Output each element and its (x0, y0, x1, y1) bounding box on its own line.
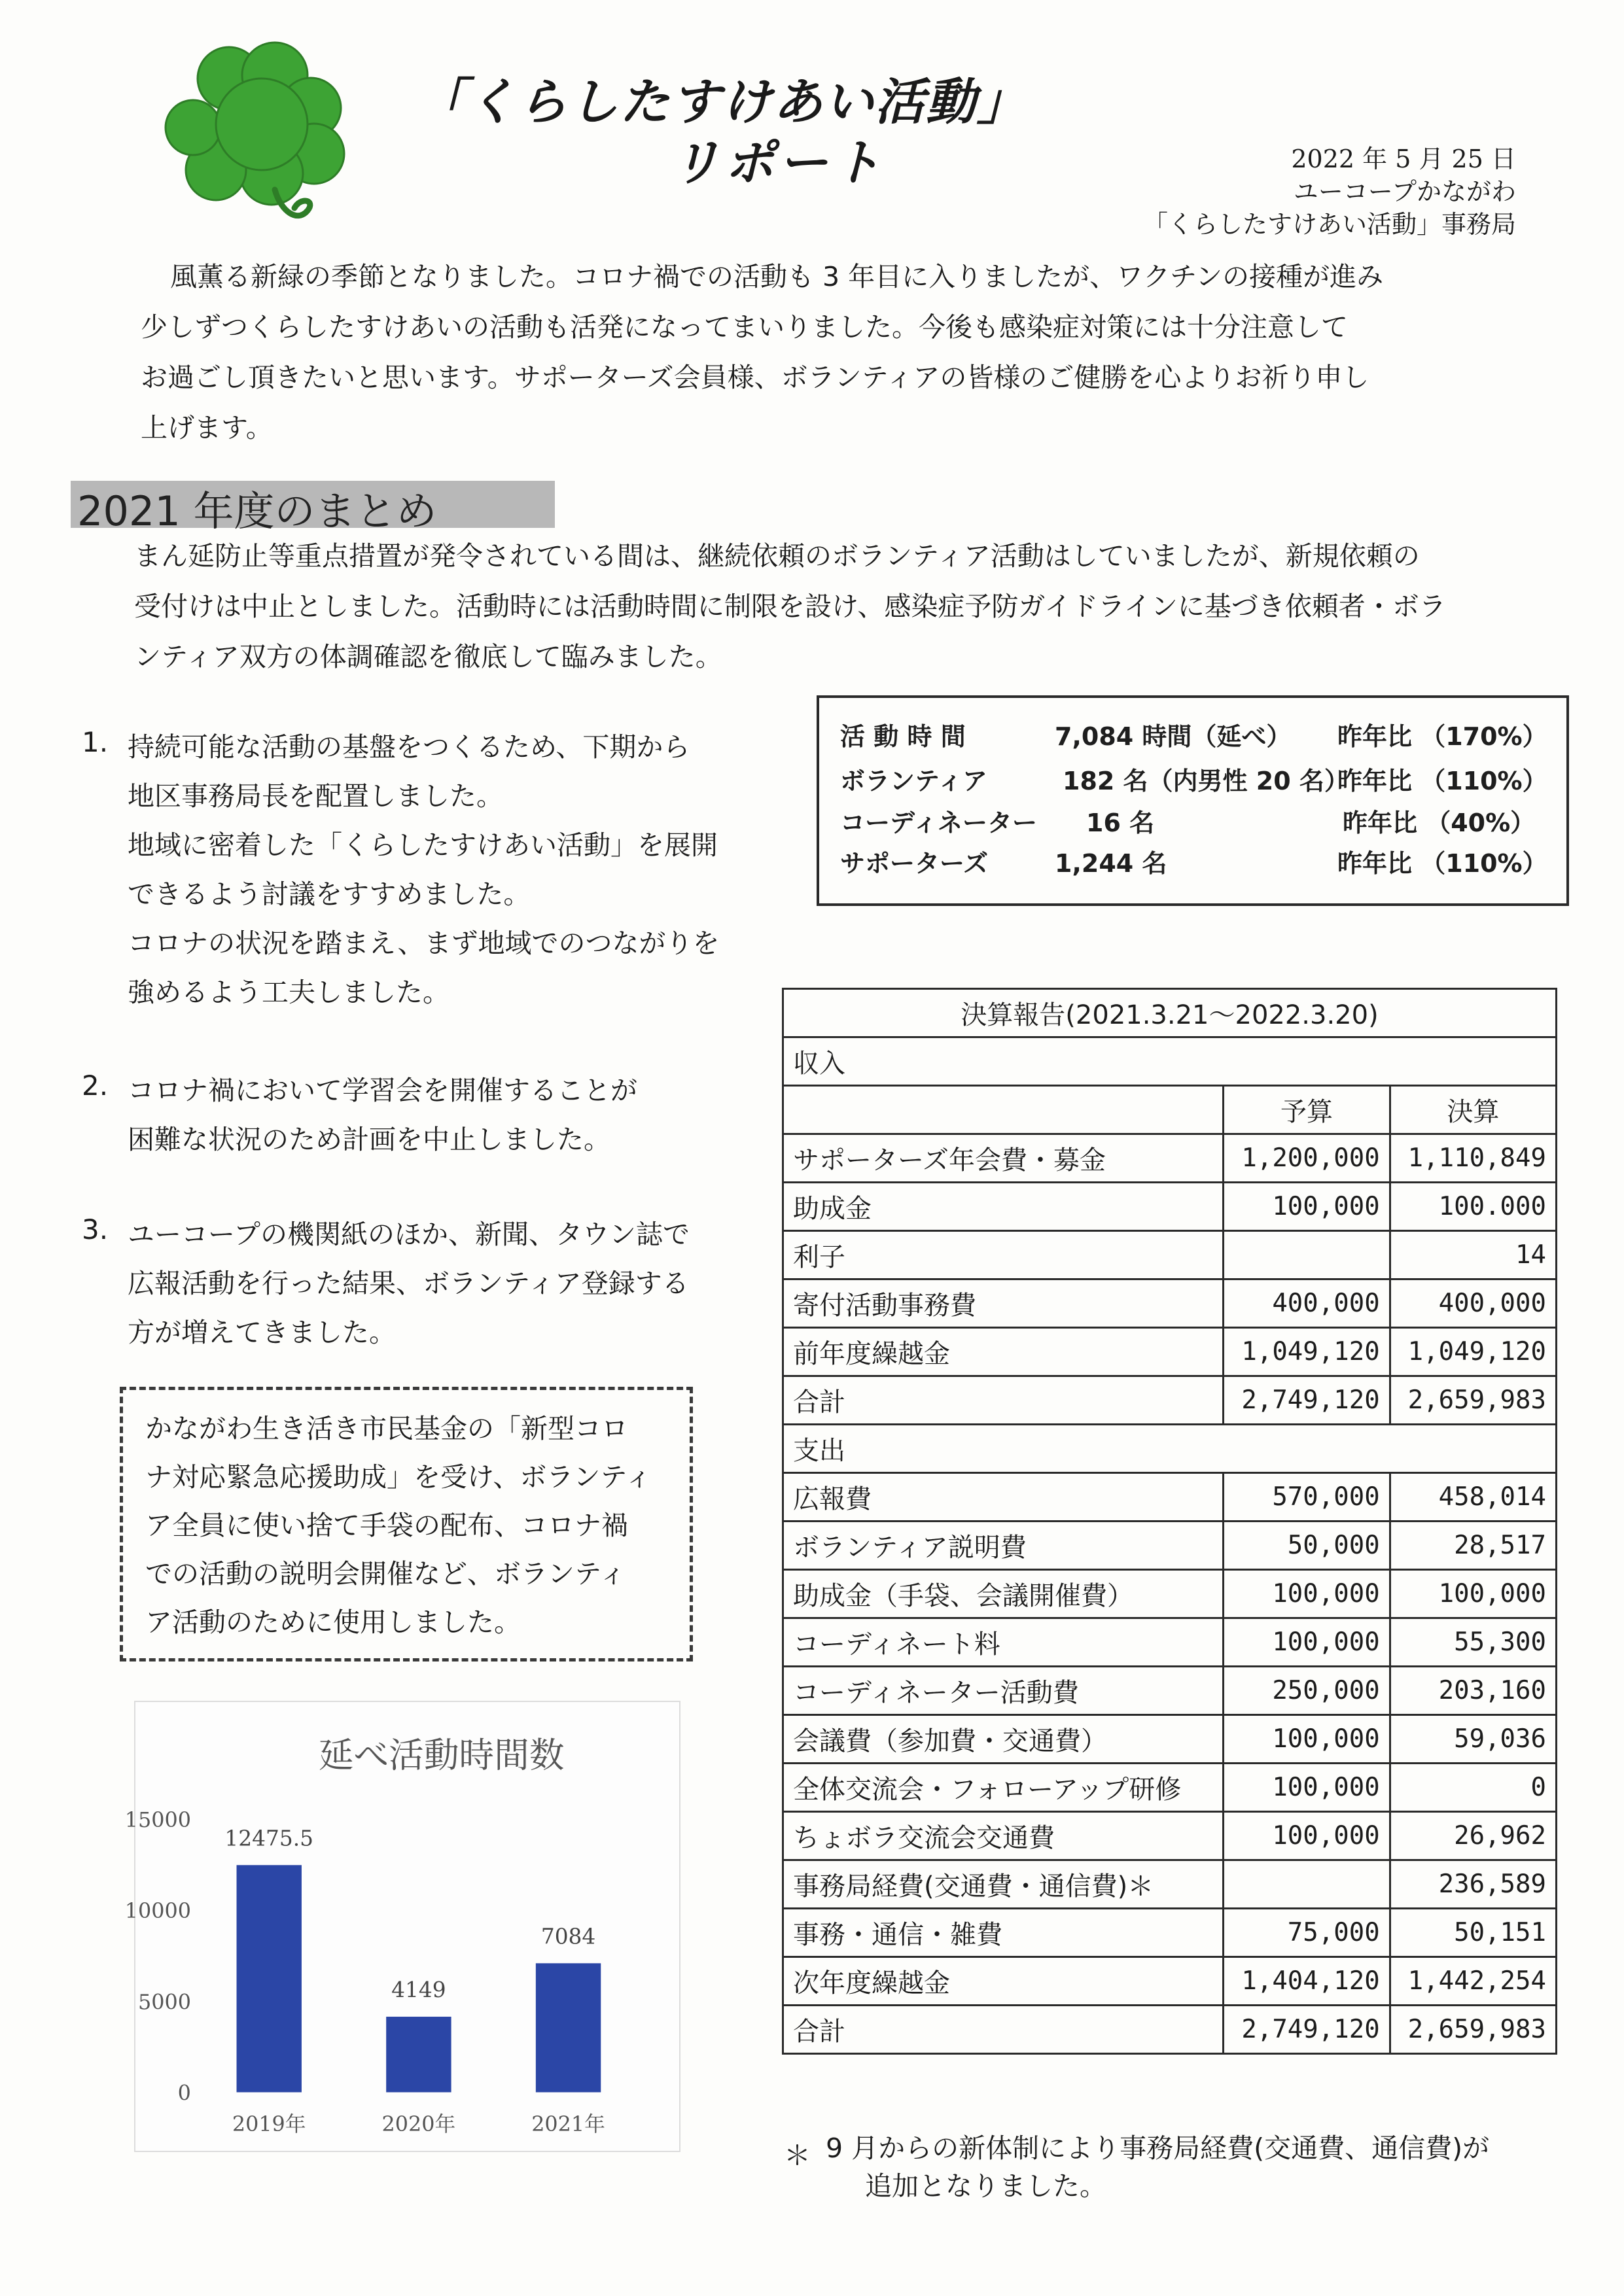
list-line: 強めるよう工夫しました。 (128, 977, 450, 1008)
item-cell: 前年度繰越金 (783, 1328, 1224, 1376)
budget-cell (1224, 1860, 1390, 1909)
intro-paragraph (141, 252, 1547, 453)
list-line: 持続可能な活動の基盤をつくるため、下期から (128, 731, 690, 763)
summary-line: ンティア双方の体調確認を徹底して臨みました。 (134, 641, 722, 672)
actual-cell: 59,036 (1390, 1715, 1556, 1764)
activity-hours-bar-chart (124, 1701, 680, 2152)
stat-compare: 昨年比 （110%） (1337, 849, 1547, 878)
stat-label: 活 動 時 間 (840, 722, 966, 751)
office-name: 「くらしたすけあい活動」事務局 (1142, 210, 1516, 239)
actual-cell: 55,300 (1390, 1618, 1556, 1667)
grant-note-box (120, 1387, 693, 1661)
bar-value-label: 4149 (391, 1977, 446, 2003)
actual-cell: 458,014 (1390, 1473, 1556, 1522)
clover-logo-icon (167, 39, 363, 242)
stat-compare: 昨年比 （40%） (1343, 809, 1536, 837)
actual-cell: 236,589 (1390, 1860, 1556, 1909)
item-cell: 事務局経費(交通費・通信費)＊ (783, 1860, 1224, 1909)
list-item-3 (128, 1210, 788, 1357)
budget-column-header: 予算 (1224, 1086, 1390, 1134)
chart-bar (386, 2017, 451, 2092)
item-cell: コーディネート料 (783, 1618, 1224, 1667)
list-line: ユーコープの機関紙のほか、新聞、タウン誌で (128, 1219, 690, 1250)
table-row (783, 1425, 1557, 1473)
actual-cell: 0 (1390, 1764, 1556, 1812)
list-item-2 (128, 1066, 788, 1164)
section-title: 2021 年度のまとめ (77, 487, 437, 535)
y-tick-label: 15000 (124, 1807, 191, 1832)
financial-report-table (782, 988, 1557, 2055)
footnote-line: 9 月からの新体制により事務局経費(交通費、通信費)が (826, 2132, 1490, 2164)
actual-cell: 1,110,849 (1390, 1134, 1556, 1183)
list-line: 地区事務局長を配置しました。 (128, 780, 503, 812)
budget-cell: 2,749,120 (1224, 1376, 1390, 1425)
item-cell: 事務・通信・雑費 (783, 1909, 1224, 1957)
expense-section-label: 支出 (783, 1425, 1557, 1473)
income-section-label: 収入 (783, 1037, 1557, 1086)
actual-cell: 203,160 (1390, 1667, 1556, 1715)
table-row (783, 1522, 1557, 1570)
list-line: コロナの状況を踏まえ、まず地域でのつながりを (128, 928, 720, 959)
list-line: コロナ禍において学習会を開催することが (128, 1075, 637, 1106)
item-cell: 次年度繰越金 (783, 1957, 1224, 2006)
report-date: 2022 年 5 月 25 日 (1291, 145, 1516, 173)
table-row (783, 1328, 1557, 1376)
item-cell: 合計 (783, 1376, 1224, 1425)
budget-cell: 100,000 (1224, 1812, 1390, 1860)
item-cell: サポーターズ年会費・募金 (783, 1134, 1224, 1183)
list-line: できるよう討議をすすめました。 (128, 878, 531, 910)
summary-paragraph (134, 531, 1554, 682)
budget-cell: 50,000 (1224, 1522, 1390, 1570)
intro-line: 風薫る新緑の季節となりました。コロナ禍での活動も 3 年目に入りましたが、ワクチンの接種が進み (170, 261, 1384, 292)
actual-cell: 1,442,254 (1390, 1957, 1556, 2006)
table-row (783, 1279, 1557, 1328)
actual-cell: 100,000 (1390, 1570, 1556, 1618)
item-cell: 助成金（手袋、会議開催費） (783, 1570, 1224, 1618)
actual-cell: 2,659,983 (1390, 1376, 1556, 1425)
actual-cell: 26,962 (1390, 1812, 1556, 1860)
item-cell: 寄付活動事務費 (783, 1279, 1224, 1328)
actual-cell: 1,049,120 (1390, 1328, 1556, 1376)
intro-line: 少しずつくらしたすけあいの活動も活発になってまいりました。今後も感染症対策には十分注意して (141, 311, 1348, 343)
chart-bar (536, 1963, 601, 2092)
table-row (783, 1037, 1557, 1086)
table-row (783, 1570, 1557, 1618)
x-category-label: 2019年 (232, 2112, 306, 2137)
budget-cell: 400,000 (1224, 1279, 1390, 1328)
note-line: ア全員に使い捨て手袋の配布、コロナ禍 (145, 1510, 628, 1541)
y-tick-label: 5000 (138, 1989, 191, 2015)
y-tick-label: 0 (177, 2080, 191, 2106)
table-row (783, 1618, 1557, 1667)
item-cell: ちょボラ交流会交通費 (783, 1812, 1224, 1860)
summary-line: 受付けは中止としました。活動時には活動時間に制限を設け、感染症予防ガイドラインに基づき依頼者・ボラ (134, 591, 1446, 622)
y-tick-label: 10000 (124, 1898, 191, 1924)
list-number: 2. (82, 1070, 109, 1102)
budget-cell: 1,049,120 (1224, 1328, 1390, 1376)
table-row (783, 1376, 1557, 1425)
table-row (783, 1086, 1557, 1134)
table-row (783, 1764, 1557, 1812)
list-item-1 (128, 723, 788, 1017)
list-line: 地域に密着した「くらしたすけあい活動」を展開 (128, 829, 718, 861)
list-number: 3. (82, 1213, 109, 1245)
budget-cell: 100,000 (1224, 1570, 1390, 1618)
x-category-label: 2021年 (531, 2112, 605, 2137)
table-row (783, 1715, 1557, 1764)
budget-cell: 1,200,000 (1224, 1134, 1390, 1183)
budget-cell: 100,000 (1224, 1764, 1390, 1812)
budget-cell: 75,000 (1224, 1909, 1390, 1957)
chart-bar (237, 1865, 302, 2092)
summary-line: まん延防止等重点措置が発令されている間は、継続依頼のボランティア活動はしていましたが、新規依頼の (134, 540, 1420, 572)
table-row (783, 1909, 1557, 1957)
table-row (783, 1812, 1557, 1860)
table-row (783, 1667, 1557, 1715)
budget-cell: 570,000 (1224, 1473, 1390, 1522)
intro-line: 上げます。 (141, 412, 273, 444)
budget-cell: 2,749,120 (1224, 2006, 1390, 2054)
item-cell: 利子 (783, 1231, 1224, 1279)
actual-cell: 2,659,983 (1390, 2006, 1556, 2054)
list-line: 方が増えてきました。 (128, 1317, 396, 1348)
table-row (783, 1231, 1557, 1279)
actual-cell: 50,151 (1390, 1909, 1556, 1957)
note-line: かながわ生き活き市民基金の「新型コロ (145, 1413, 628, 1444)
financial-report-caption: 決算報告(2021.3.21～2022.3.20) (783, 989, 1557, 1037)
bar-value-label: 7084 (540, 1924, 596, 1949)
item-cell: 会議費（参加費・交通費） (783, 1715, 1224, 1764)
report-title-line2: リポート (671, 133, 885, 192)
report-title-line1: 「くらしたすけあい活動」 (415, 73, 1028, 131)
budget-cell: 100,000 (1224, 1618, 1390, 1667)
note-line: ア活動のために使用しました。 (145, 1607, 521, 1638)
note-line: での活動の説明会開催など、ボランティ (145, 1558, 626, 1590)
footnote-marker: ＊ (784, 2140, 811, 2171)
table-row (783, 2006, 1557, 2054)
stat-value: 1,244 名 (1055, 849, 1167, 878)
budget-cell: 250,000 (1224, 1667, 1390, 1715)
budget-cell: 100,000 (1224, 1715, 1390, 1764)
budget-cell: 1,404,120 (1224, 1957, 1390, 2006)
bar-value-label: 12475.5 (224, 1826, 314, 1851)
table-row (783, 1473, 1557, 1522)
intro-line: お過ごし頂きたいと思います。サポーターズ会員様、ボランティアの皆様のご健勝を心よりお祈り申し (141, 362, 1369, 393)
table-row (783, 1860, 1557, 1909)
stat-label: コーディネーター (840, 809, 1037, 837)
stat-value: 16 名 (1086, 809, 1155, 837)
stat-value: 7,084 時間（延べ） (1055, 722, 1292, 751)
footnote (826, 2129, 1532, 2205)
table-row (783, 1134, 1557, 1183)
organization-name: ユーコープかながわ (1293, 177, 1516, 206)
chart-title: 延べ活動時間数 (318, 1734, 565, 1776)
actual-cell: 28,517 (1390, 1522, 1556, 1570)
note-line: ナ対応緊急応援助成」を受け、ボランティ (145, 1461, 652, 1493)
x-category-label: 2020年 (381, 2112, 456, 2137)
actual-column-header: 決算 (1390, 1086, 1556, 1134)
budget-cell (1224, 1231, 1390, 1279)
item-cell: 広報費 (783, 1473, 1224, 1522)
header-blank-cell (783, 1086, 1224, 1134)
budget-cell: 100,000 (1224, 1183, 1390, 1231)
table-row (783, 1183, 1557, 1231)
item-cell: 合計 (783, 2006, 1224, 2054)
list-line: 困難な状況のため計画を中止しました。 (128, 1124, 610, 1155)
item-cell: 助成金 (783, 1183, 1224, 1231)
actual-cell: 14 (1390, 1231, 1556, 1279)
footnote-line: 追加となりました。 (865, 2170, 1106, 2202)
stat-label: ボランティア (840, 767, 987, 795)
item-cell: コーディネーター活動費 (783, 1667, 1224, 1715)
item-cell: 全体交流会・フォローアップ研修 (783, 1764, 1224, 1812)
actual-cell: 100.000 (1390, 1183, 1556, 1231)
actual-cell: 400,000 (1390, 1279, 1556, 1328)
stat-value: 182 名（内男性 20 名） (1063, 767, 1349, 795)
item-cell: ボランティア説明費 (783, 1522, 1224, 1570)
list-number: 1. (82, 726, 109, 758)
stat-compare: 昨年比 （110%） (1337, 767, 1547, 795)
list-line: 広報活動を行った結果、ボランティア登録する (128, 1268, 689, 1299)
table-row (783, 989, 1557, 1037)
stat-compare: 昨年比 （170%） (1337, 722, 1547, 751)
stat-label: サポーターズ (840, 849, 989, 878)
table-row (783, 1957, 1557, 2006)
activity-stats-box (817, 695, 1569, 906)
